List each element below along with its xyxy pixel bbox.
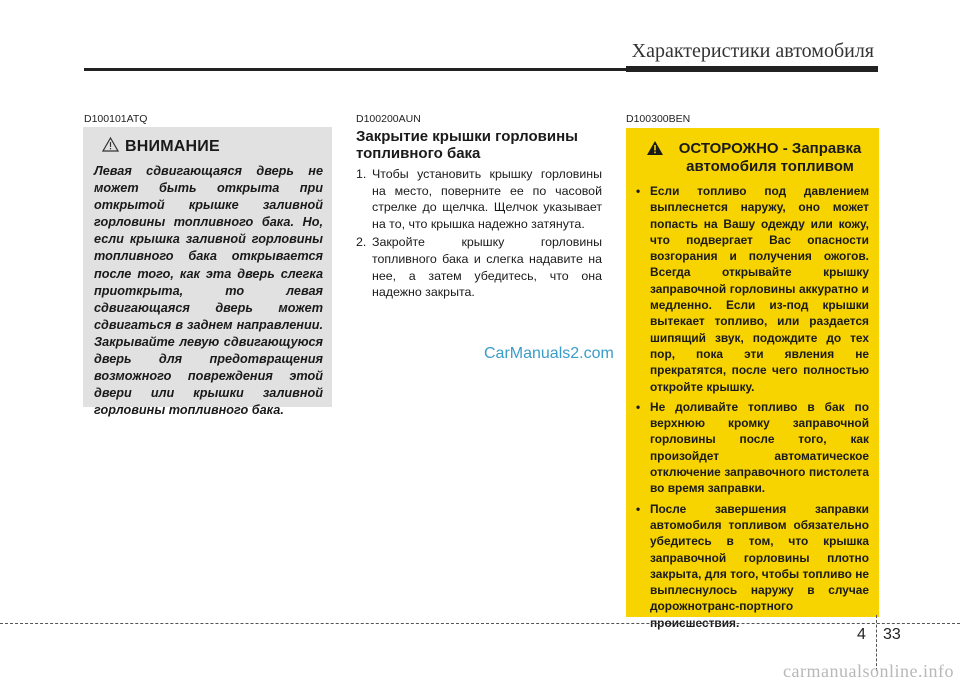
warning-triangle-filled-icon — [646, 140, 664, 161]
warning-label: ВНИМАНИЕ — [125, 138, 220, 155]
middle-section — [356, 128, 602, 303]
list-item — [636, 399, 869, 497]
page-chapter-number: 4 — [857, 626, 866, 643]
caution-box — [626, 128, 879, 630]
warning-header — [94, 137, 323, 157]
right-section-code: D100300BEN — [626, 113, 691, 125]
bullet: • — [636, 184, 641, 198]
footer-dashed-rule — [0, 623, 960, 624]
list-item — [356, 234, 602, 300]
list-item — [636, 501, 869, 631]
header-title: Характеристики автомобиля — [631, 40, 874, 62]
warning-text: Левая сдвигающаяся дверь не может быть открыта при открытой крышке заливной горловины топливного бака. Но, если крышка заливной горловины топливного бака открывается после того, как эта дверь слегка приоткрыта, то левая сдвигающаяся дверь может сдвигаться в заднем направлении. Закрывайте левую сдвигающуюся дверь для предотвращения возможного повреждения этой двери или крышки заливной горловины топливного бака. — [94, 164, 323, 418]
warning-triangle-outline-icon — [102, 137, 119, 157]
caution-item-text: Если топливо под давлением выплеснется наружу, оно может попасть на Вашу одежду или кожу, что подвергает Вас опасности возгорания и получения ожогов. Всегда открывайте крышку заправочной горловины аккуратно и медленно. Если из-под крышки вытекает топливо, или раздается шипящий звук, подождите до тех пор, пока эти явления не прекратятся, после чего полностью откройте крышку. — [650, 184, 869, 394]
caution-header — [636, 140, 869, 175]
watermark: CarManuals2.com — [484, 345, 614, 362]
caution-label: ОСТОРОЖНО - Заправка автомобиля топливом — [678, 140, 862, 175]
bullet: • — [636, 399, 641, 414]
footer-brand[interactable]: carmanualsonline.info — [783, 661, 954, 681]
left-section-code: D100101ATQ — [84, 113, 148, 125]
bullet: • — [636, 501, 641, 516]
section-title: Закрытие крышки горловины топливного бака — [356, 128, 578, 162]
page-number: 33 — [883, 626, 901, 643]
list-item — [636, 183, 869, 395]
middle-section-code: D100200AUN — [356, 113, 421, 125]
caution-list — [636, 183, 869, 631]
list-item — [356, 166, 602, 232]
header-rule-accent — [626, 66, 878, 72]
step-text: Чтобы установить крышку горловины на место, поверните ее по часовой стрелке до щелчка. Щелчок указывает на то, что крышка надежно затянута. — [372, 167, 602, 231]
step-text: Закройте крышку горловины топливного бака и слегка надавите на нее, а затем убедитесь, что она надежно закрыта. — [372, 235, 602, 300]
step-number: 1. — [356, 167, 367, 181]
warning-box — [83, 127, 332, 418]
caution-item-text: После завершения заправки автомобиля топливом обязательно убедитесь в том, что крышка заправочной горловины плотно закрыта, для того, чтобы топливо не выплеснулось наружу в случае дорожнотранс-портного происшествия. — [650, 501, 869, 630]
step-number: 2. — [356, 235, 367, 250]
caution-item-text: Не доливайте топливо в бак по верхнюю кромку заправочной горловины после того, как произойдет автоматическое отключение заправочного пистолета во время заправки. — [650, 399, 869, 496]
steps-list — [356, 166, 602, 301]
